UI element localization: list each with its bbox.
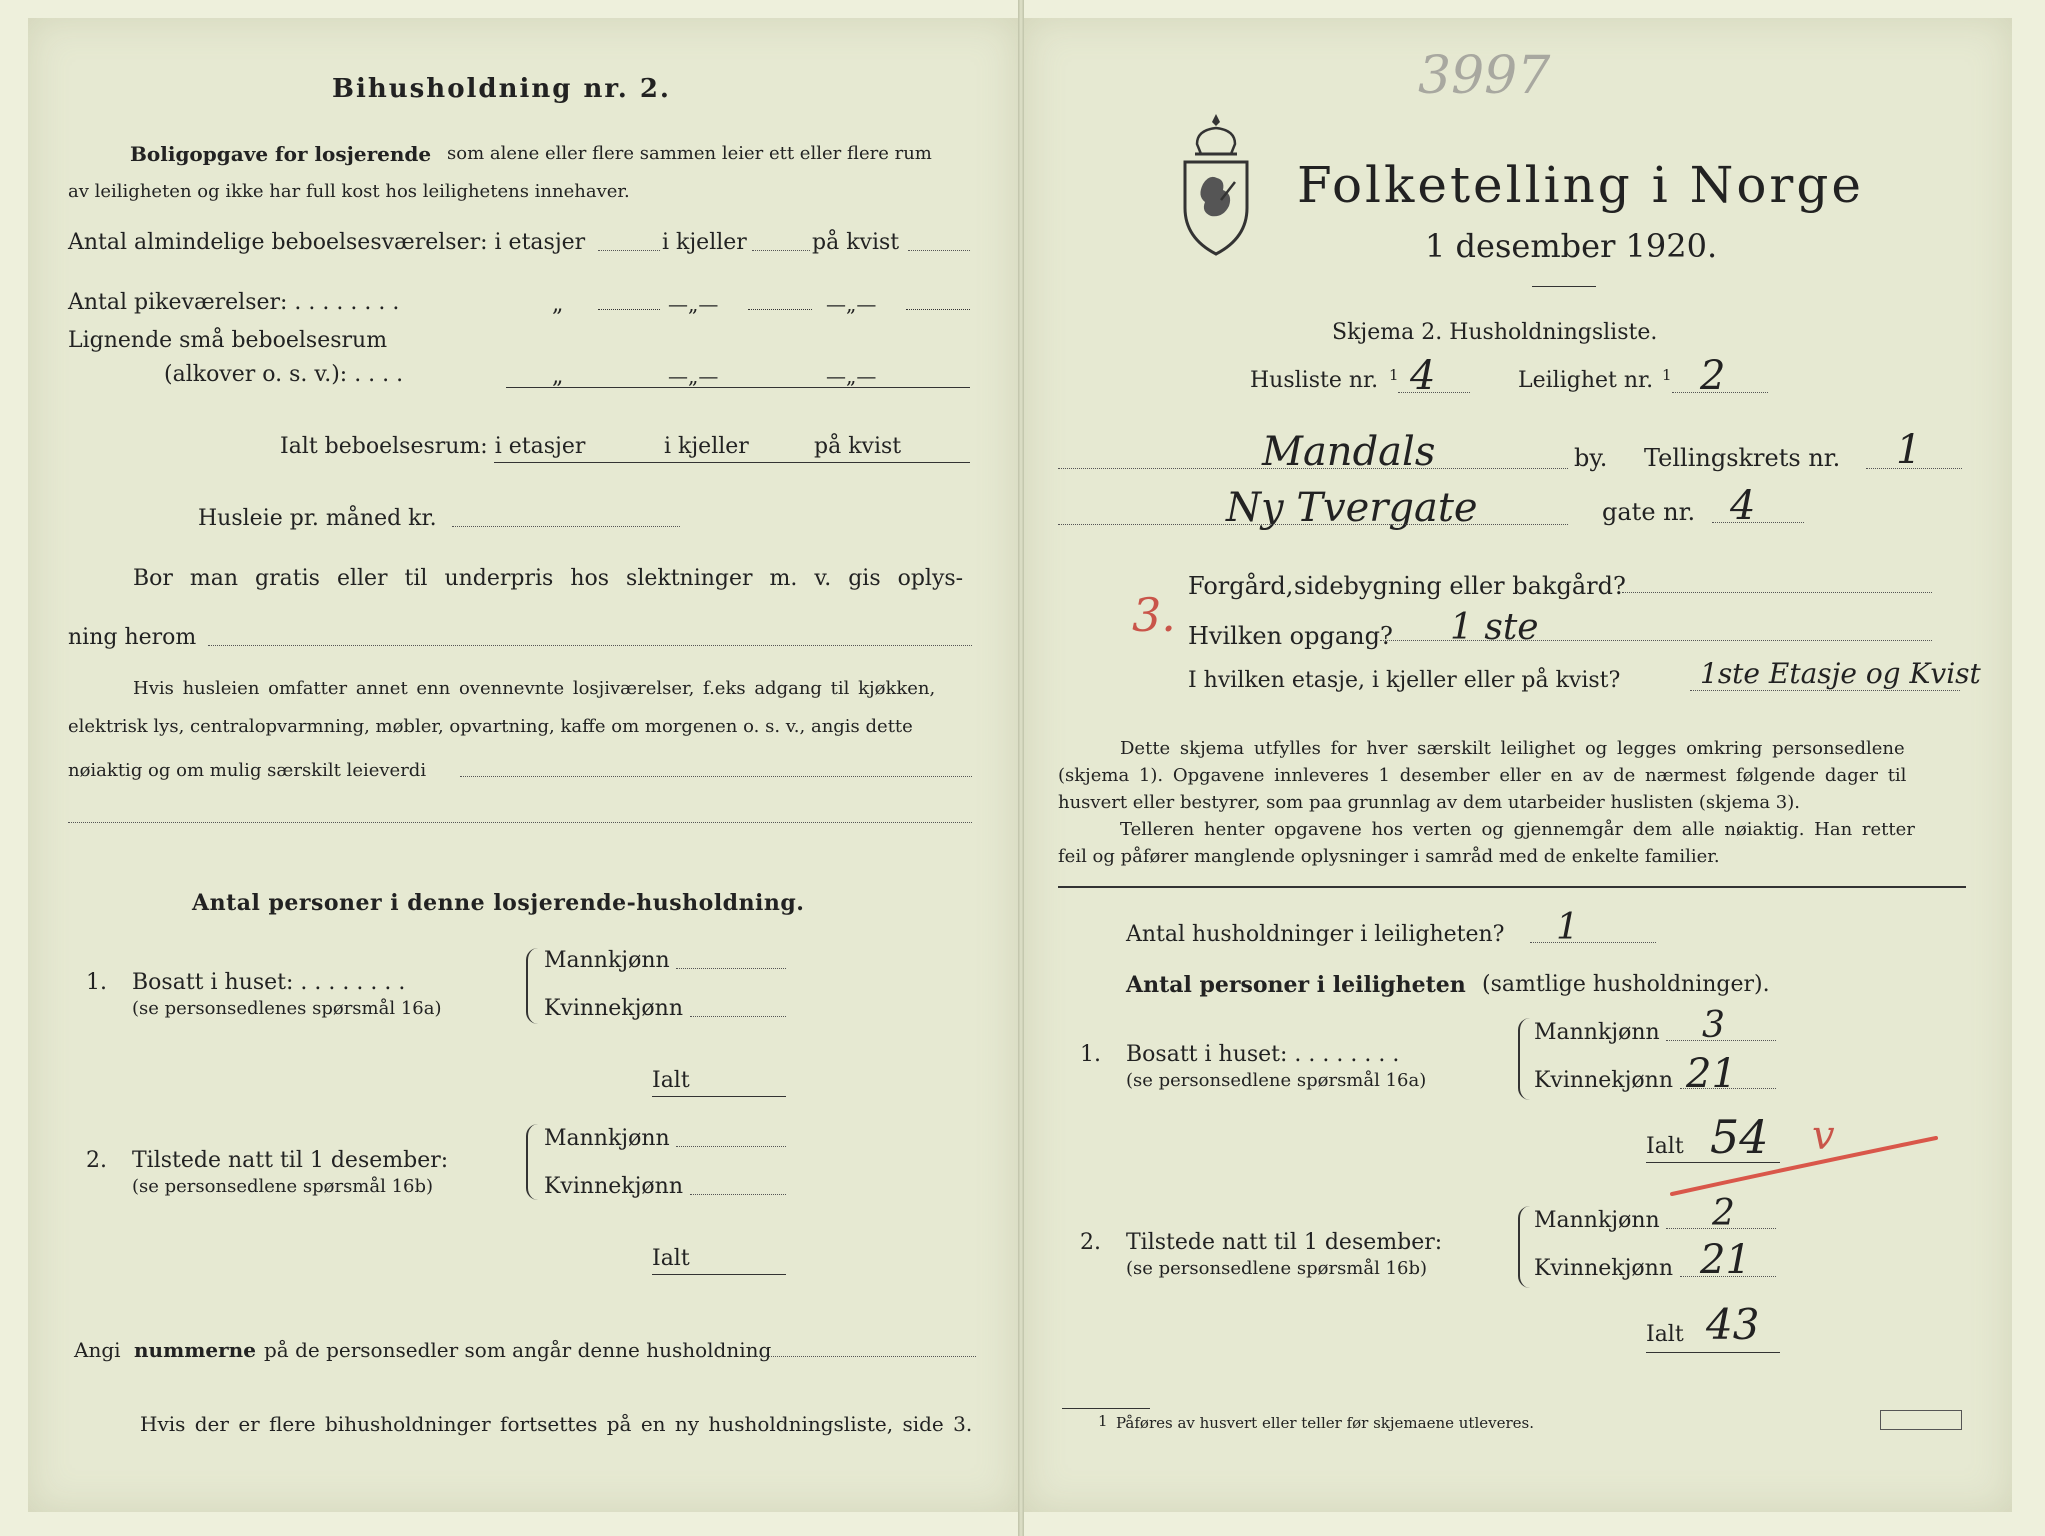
- personer-heading: Antal personer i leiligheten: [1126, 972, 1466, 998]
- bosatt-kvinne-label: Kvinnekjønn: [544, 996, 683, 1021]
- antal-personer-heading: Antal personer i denne losjerende-husholdning.: [192, 890, 805, 916]
- census-date: 1 desember 1920.: [1425, 227, 1718, 265]
- skjema-label: Skjema 2. Husholdningsliste.: [1332, 320, 1658, 345]
- right-bosatt-brace: [1518, 1018, 1530, 1100]
- hvis-text-1: Hvis husleien omfatter annet enn ovennevnte losjiværelser, f.eks adgang til kjøkken,: [133, 678, 936, 699]
- by-field[interactable]: [1058, 468, 1568, 469]
- angi-text-2: på de personsedler som angår denne husholdning: [264, 1338, 772, 1362]
- right-tilstede-brace: [1518, 1206, 1530, 1288]
- pike-ditto-2: —„—: [668, 292, 719, 316]
- rooms-kjeller-label: i kjeller: [662, 230, 747, 255]
- forgard-rest-label: sidebygning eller bakgård?: [1294, 572, 1626, 600]
- bosatt-ialt-field[interactable]: [652, 1096, 786, 1097]
- husleie-label: Husleie pr. måned kr.: [198, 506, 437, 531]
- right-bosatt-kvinne-label: Kvinnekjønn: [1534, 1068, 1673, 1093]
- footer-note: Hvis der er flere bihusholdninger fortsettes på en ny husholdningsliste, side 3.: [140, 1412, 973, 1436]
- forgard-label: Forgård,: [1188, 572, 1294, 600]
- etasje-field[interactable]: [1690, 690, 1960, 691]
- right-tilstede-number: 2.: [1080, 1230, 1101, 1255]
- leilighet-value[interactable]: 2: [1700, 353, 1726, 399]
- right-bosatt-ialt-value[interactable]: 54: [1710, 1110, 1769, 1164]
- margin-mark: 3.: [1132, 588, 1176, 642]
- right-tilstede-mann-label: Mannkjønn: [1534, 1208, 1660, 1233]
- tilstede-mann-field[interactable]: [676, 1146, 786, 1147]
- krets-label: Tellingskrets nr.: [1644, 444, 1841, 472]
- census-title: Folketelling i Norge: [1297, 156, 1864, 214]
- right-bosatt-check-mark: v: [1812, 1113, 1835, 1159]
- alkover-label: (alkover o. s. v.): . . . .: [164, 362, 404, 387]
- rooms-etasjer-field[interactable]: [598, 250, 660, 251]
- right-bosatt-mann-value[interactable]: 3: [1702, 1005, 1725, 1046]
- ialt-kvist-label: på kvist: [814, 434, 902, 459]
- instruction-5: feil og påfører manglende oplysninger i samråd med de enkelte familier.: [1058, 846, 1720, 867]
- bosatt-brace: [526, 948, 538, 1024]
- coat-of-arms-icon: [1175, 110, 1257, 260]
- bosatt-ialt-label: Ialt: [652, 1068, 690, 1093]
- right-tilstede-mann-value[interactable]: 2: [1712, 1193, 1735, 1234]
- footnote-rule: [1062, 1408, 1150, 1409]
- right-tilstede-note: (se personsedlene spørsmål 16b): [1126, 1258, 1428, 1279]
- tilstede-note: (se personsedlene spørsmål 16b): [132, 1176, 434, 1197]
- leieverdi-field-2[interactable]: [68, 822, 972, 823]
- alkover-ditto-1: „: [552, 364, 564, 389]
- angi-text-1: Angi: [74, 1338, 121, 1362]
- ialt-kjeller-label: i kjeller: [664, 434, 749, 459]
- right-bosatt-mann-field[interactable]: [1666, 1040, 1776, 1041]
- right-bosatt-note: (se personsedlene spørsmål 16a): [1126, 1070, 1427, 1091]
- tilstede-label: Tilstede natt til 1 desember:: [132, 1148, 449, 1173]
- right-bosatt-number: 1.: [1080, 1042, 1101, 1067]
- etasje-value[interactable]: 1ste Etasje og Kvist: [1700, 657, 1981, 690]
- footnote-mark: 1: [1098, 1412, 1108, 1430]
- tilstede-ialt-field[interactable]: [652, 1274, 786, 1275]
- angi-field[interactable]: [752, 1356, 976, 1357]
- right-tilstede-kvinne-value[interactable]: 21: [1700, 1237, 1751, 1283]
- bihusholdning-title: Bihusholdning nr. 2.: [332, 74, 671, 104]
- husliste-label: Husliste nr.: [1250, 368, 1379, 393]
- bor-field[interactable]: [208, 645, 972, 646]
- by-value[interactable]: Mandals: [1262, 429, 1436, 475]
- husliste-field[interactable]: [1398, 392, 1470, 393]
- red-strike-line: [1670, 1130, 1940, 1200]
- right-tilstede-mann-field[interactable]: [1666, 1228, 1776, 1229]
- etasje-label: I hvilken etasje, i kjeller eller på kvist?: [1188, 668, 1621, 693]
- opgang-field[interactable]: [1380, 640, 1932, 641]
- hvis-text-3: nøiaktig og om mulig særskilt leieverdi: [68, 760, 427, 781]
- pike-label: Antal pikeværelser: . . . . . . . .: [68, 290, 400, 315]
- gate-label: gate nr.: [1602, 498, 1696, 526]
- pike-etasjer-field[interactable]: [598, 309, 660, 310]
- pike-ditto-1: „: [552, 292, 564, 317]
- pike-kvist-field[interactable]: [906, 309, 970, 310]
- tilstede-brace: [526, 1124, 538, 1200]
- krets-field[interactable]: [1866, 468, 1962, 469]
- right-tilstede-label: Tilstede natt til 1 desember:: [1126, 1230, 1443, 1255]
- bosatt-mann-label: Mannkjønn: [544, 948, 670, 973]
- section-rule: [1058, 886, 1966, 888]
- leilighet-field[interactable]: [1672, 392, 1768, 393]
- tilstede-mann-label: Mannkjønn: [544, 1126, 670, 1151]
- instruction-3: husvert eller bestyrer, som paa grunnlag av dem utarbeider huslisten (skjema 3).: [1058, 792, 1800, 813]
- right-bosatt-kvinne-field[interactable]: [1680, 1088, 1776, 1089]
- intro-text-2: av leiligheten og ikke har full kost hos leilighetens innehaver.: [68, 181, 630, 202]
- rooms-label: Antal almindelige beboelsesværelser: i etasjer: [68, 230, 586, 255]
- ialt-beboelsesrum-field[interactable]: [494, 462, 970, 463]
- bosatt-note: (se personsedlenes spørsmål 16a): [132, 998, 442, 1019]
- right-tilstede-kvinne-label: Kvinnekjønn: [1534, 1256, 1673, 1281]
- alkover-ditto-2: —„—: [668, 364, 719, 388]
- gate-nr-field[interactable]: [1712, 522, 1804, 523]
- alkover-field[interactable]: [506, 387, 970, 388]
- leilighet-footnote-mark: 1: [1662, 366, 1672, 384]
- footnote-text: Påføres av husvert eller teller før skjemaene utleveres.: [1116, 1414, 1534, 1432]
- husholdninger-label: Antal husholdninger i leiligheten?: [1126, 922, 1505, 947]
- right-bosatt-kvinne-value[interactable]: 21: [1686, 1051, 1737, 1097]
- gate-nr-value[interactable]: 4: [1730, 483, 1756, 529]
- husliste-value[interactable]: 4: [1410, 353, 1436, 399]
- rooms-kvist-label: på kvist: [812, 230, 900, 255]
- instruction-4: Telleren henter opgavene hos verten og gjennemgår dem alle nøiaktig. Han retter: [1120, 819, 1915, 840]
- ialt-beboelsesrum-label: Ialt beboelsesrum: i etasjer: [280, 434, 586, 459]
- opgang-label: Hvilken opgang?: [1188, 622, 1393, 650]
- leieverdi-field[interactable]: [460, 776, 972, 777]
- archive-stamp: 3997: [1418, 46, 1551, 106]
- pike-kjeller-field[interactable]: [748, 309, 812, 310]
- tilstede-kvinne-label: Kvinnekjønn: [544, 1174, 683, 1199]
- rooms-kvist-field[interactable]: [908, 250, 970, 251]
- gate-field[interactable]: [1058, 524, 1568, 525]
- by-label: by.: [1574, 444, 1608, 472]
- tilstede-number: 2.: [86, 1148, 107, 1173]
- bor-text-1: Bor man gratis eller til underpris hos slektninger m. v. gis oplys-: [133, 566, 964, 591]
- instruction-2: (skjema 1). Opgavene innleveres 1 desember eller en av de nærmest følgende dager til: [1058, 765, 1907, 786]
- right-bosatt-ialt-label: Ialt: [1646, 1134, 1684, 1159]
- printer-stamp: [1880, 1410, 1962, 1430]
- leilighet-label: Leilighet nr.: [1518, 368, 1654, 393]
- husholdninger-field[interactable]: [1530, 942, 1656, 943]
- personer-subheading: (samtlige husholdninger).: [1482, 972, 1770, 997]
- bosatt-mann-field[interactable]: [676, 968, 786, 969]
- hvis-text-2: elektrisk lys, centralopvarmning, møbler, opvartning, kaffe om morgenen o. s. v., angis dette: [68, 716, 913, 737]
- instruction-1: Dette skjema utfylles for hver særskilt leilighet og legges omkring personsedlene: [1120, 738, 1905, 759]
- intro-bold: Boligopgave for losjerende: [130, 142, 432, 166]
- opgang-value[interactable]: 1 ste: [1450, 607, 1539, 648]
- right-bosatt-label: Bosatt i huset: . . . . . . . .: [1126, 1042, 1400, 1067]
- lignende-label: Lignende små beboelsesrum: [68, 328, 388, 353]
- pike-ditto-3: —„—: [826, 292, 877, 316]
- alkover-ditto-3: —„—: [826, 364, 877, 388]
- right-tilstede-kvinne-field[interactable]: [1680, 1276, 1776, 1277]
- title-rule: [1532, 286, 1596, 287]
- rooms-kjeller-field[interactable]: [752, 250, 810, 251]
- husholdninger-value[interactable]: 1: [1556, 907, 1579, 948]
- bosatt-label: Bosatt i huset: . . . . . . . .: [132, 970, 406, 995]
- right-tilstede-ialt-label: Ialt: [1646, 1322, 1684, 1347]
- tilstede-ialt-label: Ialt: [652, 1246, 690, 1271]
- forgard-field[interactable]: [1622, 592, 1932, 593]
- bosatt-kvinne-field[interactable]: [690, 1016, 786, 1017]
- angi-bold: nummerne: [134, 1338, 256, 1362]
- intro-text-1: som alene eller flere sammen leier ett eller flere rum: [447, 143, 932, 164]
- gate-value[interactable]: Ny Tvergate: [1226, 485, 1478, 531]
- krets-value[interactable]: 1: [1896, 427, 1922, 473]
- husliste-footnote-mark: 1: [1389, 366, 1399, 384]
- right-bosatt-mann-label: Mannkjønn: [1534, 1020, 1660, 1045]
- right-tilstede-ialt-value[interactable]: 43: [1706, 1300, 1760, 1349]
- tilstede-kvinne-field[interactable]: [690, 1194, 786, 1195]
- bor-text-2: ning herom: [68, 625, 197, 650]
- bosatt-number: 1.: [86, 970, 107, 995]
- right-tilstede-ialt-field[interactable]: [1646, 1352, 1780, 1353]
- husleie-field[interactable]: [452, 526, 680, 527]
